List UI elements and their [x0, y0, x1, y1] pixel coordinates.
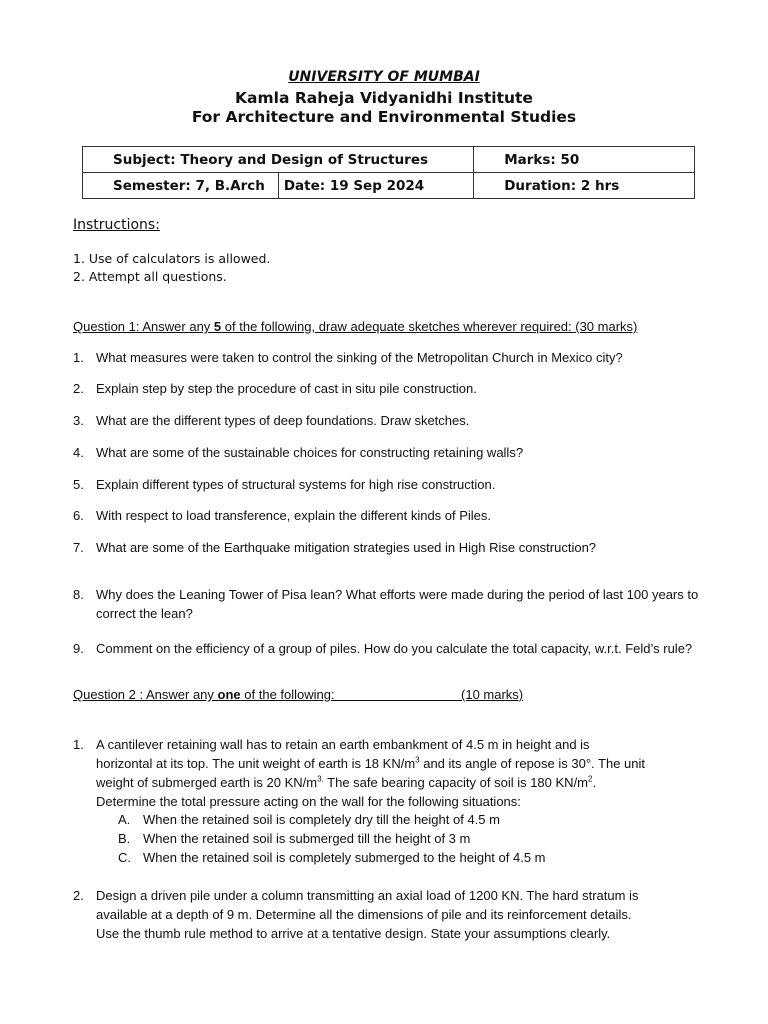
date-cell: Date: 19 Sep 2024 — [283, 177, 425, 194]
university-title: UNIVERSITY OF MUMBAI — [288, 69, 480, 85]
list-item: 1. Use of calculators is allowed. — [73, 251, 271, 266]
question-text: What are the different types of deep foundations. Draw sketches. — [96, 413, 470, 428]
question-text: With respect to load transference, explain the different kinds of Piles. — [96, 508, 492, 523]
exam-details-table — [82, 146, 695, 199]
institute-name-line2: For Architecture and Environmental Studies — [191, 108, 577, 126]
question-number: 2. — [73, 381, 84, 396]
question-text: Explain different types of structural systems for high rise construction. — [96, 477, 496, 492]
sub-item-label: C. — [118, 850, 131, 865]
question-number: 7. — [73, 540, 84, 555]
question2-heading: Question 2 : Answer any one of the following: (10 marks) — [73, 687, 524, 702]
sub-item-text: When the retained soil is completely dry till the height of 4.5 m — [143, 812, 500, 827]
question-text: What are some of the sustainable choices for constructing retaining walls? — [96, 445, 524, 460]
list-item: 2. Attempt all questions. — [73, 269, 227, 284]
sub-item-text: When the retained soil is completely submerged to the height of 4.5 m — [143, 850, 546, 865]
question-text: Comment on the efficiency of a group of piles. How do you calculate the total capacity, w.r.t. Feld’s rule? — [96, 641, 693, 656]
semester-cell: Semester: 7, B.Arch — [113, 177, 265, 194]
question-number: 5. — [73, 477, 84, 492]
question-number: 8. — [73, 587, 84, 602]
sub-item-label: B. — [118, 831, 131, 846]
question-number: 1. — [73, 737, 84, 752]
sub-item-label: A. — [118, 812, 131, 827]
question-text: Why does the Leaning Tower of Pisa lean? What efforts were made during the period of last 100 years to correct the lean? — [96, 587, 699, 621]
subject-cell: Subject: Theory and Design of Structures — [113, 151, 429, 168]
question-number: 1. — [73, 350, 84, 365]
instructions-list — [73, 250, 270, 286]
marks-cell: Marks: 50 — [504, 151, 580, 168]
instructions-heading: Instructions: — [73, 217, 160, 233]
question-text: What are some of the Earthquake mitigation strategies used in High Rise construction? — [96, 540, 597, 555]
question-text: Design a driven pile under a column transmitting an axial load of 1200 KN. The hard stratum is available at a depth of 9 m. Determine all the dimensions of pile and its reinforcement details. Use the thumb rule method to arrive at a tentative design. State your assumptions clearly. — [96, 888, 639, 941]
duration-cell: Duration: 2 hrs — [504, 177, 620, 194]
question1-heading: Question 1: Answer any 5 of the following, draw adequate sketches wherever required: (30 marks) — [73, 319, 638, 334]
question-number: 4. — [73, 445, 84, 460]
question-number: 2. — [73, 888, 84, 903]
question-number: 3. — [73, 413, 84, 428]
question-text: Explain step by step the procedure of cast in situ pile construction. — [96, 381, 477, 396]
institute-name: Kamla Raheja Vidyanidhi Institute — [235, 89, 533, 107]
question-number: 6. — [73, 508, 84, 523]
question-number: 9. — [73, 641, 84, 656]
question-text: A cantilever retaining wall has to retain an earth embankment of 4.5 m in height and is horizontal at its top. The unit weight of earth is 18 $KN/m^3$ and its angle of repose is 30°. The unit weight of submerged earth is 20 $KN/m^{3.}$ The safe bearing capacity of soil is 180 $KN/m^2$. Determine the total pressure acting on the wall for the following situations: — [96, 737, 645, 809]
sub-item-text: When the retained soil is submerged till the height of 3 m — [143, 831, 471, 846]
question-text: What measures were taken to control the sinking of the Metropolitan Church in Mexico city? — [96, 350, 623, 365]
table-row — [83, 173, 695, 199]
table-row — [83, 147, 695, 173]
